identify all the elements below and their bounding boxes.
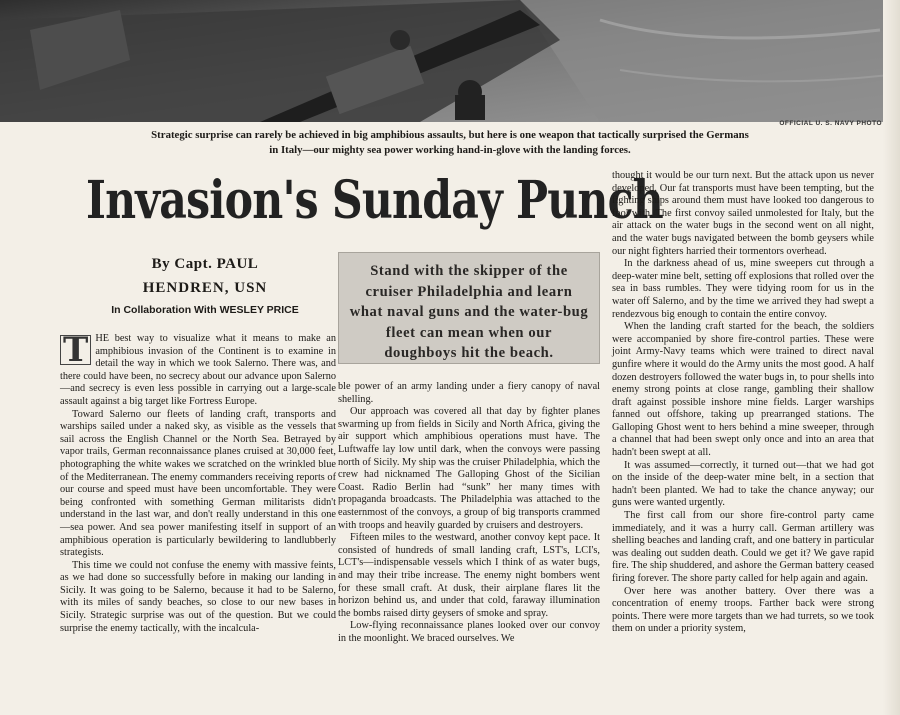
paragraph <box>60 330 336 409</box>
paragraph: Toward Salerno our fleets of landing craft, transports and warships sailed under a naked sky, as visible as the vessels that sail across the English Channel or the North Sea. Betrayed by vapor trails, German reconnaissance planes cruised at 30,000 feet, photographing the white wakes we scratched on the wrinkled blue of the Mediterranean. The enemy commanders receiving reports of our course and speed must have been uncomfortable. They were being confronted with something German militarists didn't understand in the last war, and don't really understand in this one—sea power. And sea power manifesting itself in support of an amphibious operation is particularly bewildering to landlubberly strategists. <box>60 408 336 559</box>
paragraph-text: HE best way to visualize what it means to make an amphibious invasion of the Continent is to examine in detail the way in which we took Salerno. There was, and there could have been, no secrecy about our advance upon Salerno—and secrecy is even less possible in carrying out a large-scale assault against a big target like Fortress Europe. <box>60 333 336 407</box>
paragraph: Our approach was covered all that day by fighter planes swarming up from fields in Sicily and North Africa, giving the air support which amphibious operations must have. The Luftwaffe lay low until dark, when the convoys were passing north of Sicily. My ship was the cruiser Philadelphia, which the crew had nicknamed The Galloping Ghost of the Sicilian Coast. Radio Berlin had “sunk” her many times with propaganda broadcasts. The Philadelphia was attached to the easternmost of the convoys, a group of big transports crammed with troops and heavily guarded by cruisers and destroyers. <box>338 406 600 531</box>
paragraph: When the landing craft started for the beach, the soldiers were accompanied by shore fire-control parties. These were joint Army-Navy teams which were trained to direct naval gunfire where it would do the Army units the most good. A half dozen destroyers followed the water bugs in, to pour shells into enemy strong points at close range, gambling their shallow draft against possible inshore mine fields. Larger warships fanned out offshore, taking up prearranged stations. The Galloping Ghost went to hers behind a mine sweeper, through a channel that had been swept only once and into an area that hadn't been swept at all. <box>612 321 874 459</box>
paragraph: Over here was another battery. Over there was a concentration of enemy troops. Farther back were strong points. There were more targets than we had turrets, so we took them on under a priority system, <box>612 585 874 635</box>
paragraph: ble power of an army landing under a fiery canopy of naval shelling. <box>338 381 600 405</box>
collaboration-credit: In Collaboration With WESLEY PRICE <box>111 304 299 316</box>
column-2 <box>338 381 600 645</box>
warship-deck-photo-icon <box>0 0 900 122</box>
column-1 <box>60 330 336 635</box>
byline-line-2: HENDREN, USN <box>142 280 268 296</box>
photo-caption: Strategic surprise can rarely be achieved in big amphibious assaults, but here is one weapon that tactically surprised the Germans in Italy—our mighty sea power working hand-in-glove with the landing forces. <box>151 129 749 156</box>
paragraph: This time we could not confuse the enemy with massive feints, as we had done so successfully before in making our landing in Sicily. It was going to be Salerno, because it had to be Salerno, with its miles of sandy beaches, so close to our new bases in Sicily. Strategic surprise was out of the question. But we could surprise the enemy tactically, with the incalcula- <box>60 559 336 634</box>
page-gutter <box>883 0 900 715</box>
paragraph: thought it would be our turn next. But the attack upon us never developed. Our fat transports must have been tempting, but the fighting ships around them must have looked too dangerous to fool with. The first convoy sailed unmolested for Italy, but the air attack on the water bugs in the second went on all night, and the water bugs navigated between the bomb geysers while our night fighters harried their tormentors overhead. <box>612 170 874 257</box>
paragraph: It was assumed—correctly, it turned out—that we had got on the inside of the deep-water mine belt, in a section that hadn't been planted. We had to take the chance anyway; our guns were wanted urgently. <box>612 459 874 509</box>
drop-cap: T <box>60 335 91 365</box>
byline-line-1: By Capt. PAUL <box>151 256 259 272</box>
article-title: Invasion's Sunday Punch <box>86 170 663 231</box>
pull-quote: Stand with the skipper of the cruiser Philadelphia and learn what naval guns and the water-bug fleet can mean when our doughboys hit the beach. <box>338 252 600 364</box>
paragraph: Fifteen miles to the westward, another convoy kept pace. It consisted of hundreds of small landing craft, LST's, LCI's, LCT's—indispensable vessels which I think of as water bugs, and may their tribe increase. The enemy night bombers went for these small craft. At dusk, their airplane flares lit the horizon behind us, and under that cold, faraway illumination the bombs raised dirty geysers of smoke and spray. <box>338 532 600 619</box>
paragraph: Low-flying reconnaissance planes looked over our convoy in the moonlight. We braced ourselves. We <box>338 620 600 644</box>
paragraph: The first call from our shore fire-control party came immediately, and it was a hurry call. German artillery was shelling beaches and landing craft, and one battery in particular was dealing out sudden death. Could we get it? We gave rapid fire. The ship shuddered, and ashore the German battery ceased firing forever. The shore party called for help again and again. <box>612 510 874 584</box>
paragraph: In the darkness ahead of us, mine sweepers cut through a deep-water mine belt, setting off explosions that rolled over the sea in bass rumbles. They were tidying room for us in the water off Salerno, and by the time we arrived they had swept a rendezvous big enough to contain the entire convoy. <box>612 258 874 320</box>
photo-credit: OFFICIAL U. S. NAVY PHOTO <box>779 120 882 127</box>
header-photo <box>0 0 900 122</box>
column-3 <box>612 170 874 636</box>
